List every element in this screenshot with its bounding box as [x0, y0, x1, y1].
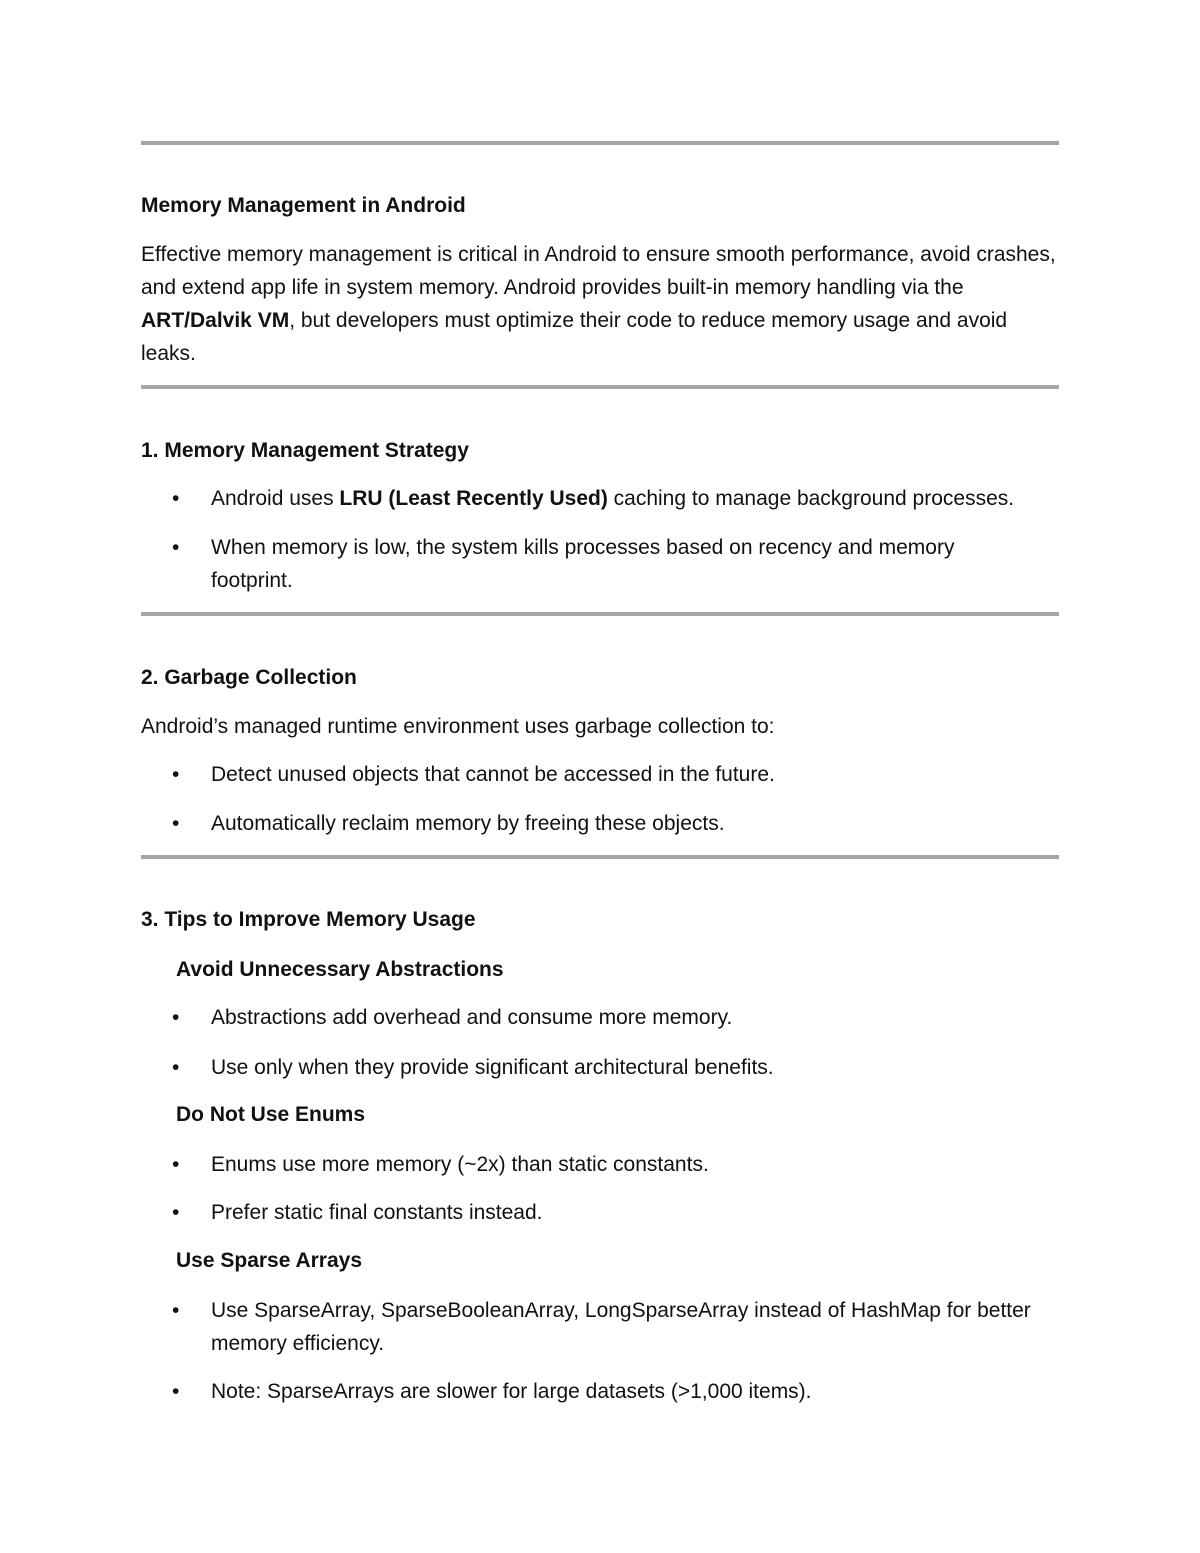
- garbage-collection-lead: Android’s managed runtime environment uses garbage collection to:: [141, 715, 775, 738]
- bullet-marker: •: [172, 1006, 180, 1029]
- list-item: Automatically reclaim memory by freeing these objects.: [211, 812, 725, 835]
- section-heading-garbage-collection: 2. Garbage Collection: [141, 666, 357, 689]
- horizontal-rule: [141, 141, 1059, 145]
- bullet-marker: •: [172, 536, 180, 559]
- intro-paragraph: Effective memory management is critical in Android to ensure smooth performance, avoid crashes, and extend app life in system memory. Android provides built-in memory handling via the ART/Dalvik VM, but developers must optimize their code to reduce memory usage and avoid leaks.: [141, 243, 1056, 365]
- lru-bold-term: LRU (Least Recently Used): [339, 487, 608, 510]
- document-title: Memory Management in Android: [141, 194, 466, 217]
- bullet-marker: •: [172, 763, 180, 786]
- list-item: Note: SparseArrays are slower for large datasets (>1,000 items).: [211, 1380, 812, 1403]
- bullet-marker: •: [172, 1380, 180, 1403]
- horizontal-rule: [141, 855, 1059, 859]
- bullet-marker: •: [172, 1201, 180, 1224]
- horizontal-rule: [141, 612, 1059, 616]
- list-item: Use only when they provide significant architectural benefits.: [211, 1056, 774, 1079]
- list-item: Detect unused objects that cannot be accessed in the future.: [211, 763, 775, 786]
- bullet-marker: •: [172, 1153, 180, 1176]
- bullet-marker: •: [172, 1056, 180, 1079]
- section-heading-tips: 3. Tips to Improve Memory Usage: [141, 908, 476, 931]
- subheading-sparse-arrays: Use Sparse Arrays: [176, 1249, 363, 1272]
- subheading-enums: Do Not Use Enums: [176, 1103, 366, 1126]
- horizontal-rule: [141, 385, 1059, 389]
- bullet-marker: •: [172, 812, 180, 835]
- bullet-marker: •: [172, 487, 180, 510]
- list-item: Use SparseArray, SparseBooleanArray, LongSparseArray instead of HashMap for better memory efficiency.: [211, 1299, 1031, 1355]
- list-item: Android uses LRU (Least Recently Used) caching to manage background processes.: [211, 487, 1015, 510]
- intro-bold-term: ART/Dalvik VM: [141, 309, 290, 332]
- subheading-abstractions: Avoid Unnecessary Abstractions: [176, 958, 504, 981]
- list-item: When memory is low, the system kills processes based on recency and memory footprint.: [211, 536, 955, 592]
- bullet-marker: •: [172, 1299, 180, 1322]
- section-heading-strategy: 1. Memory Management Strategy: [141, 439, 469, 462]
- list-item: Enums use more memory (~2x) than static constants.: [211, 1153, 709, 1176]
- list-item: Abstractions add overhead and consume more memory.: [211, 1006, 733, 1029]
- list-item: Prefer static final constants instead.: [211, 1201, 543, 1224]
